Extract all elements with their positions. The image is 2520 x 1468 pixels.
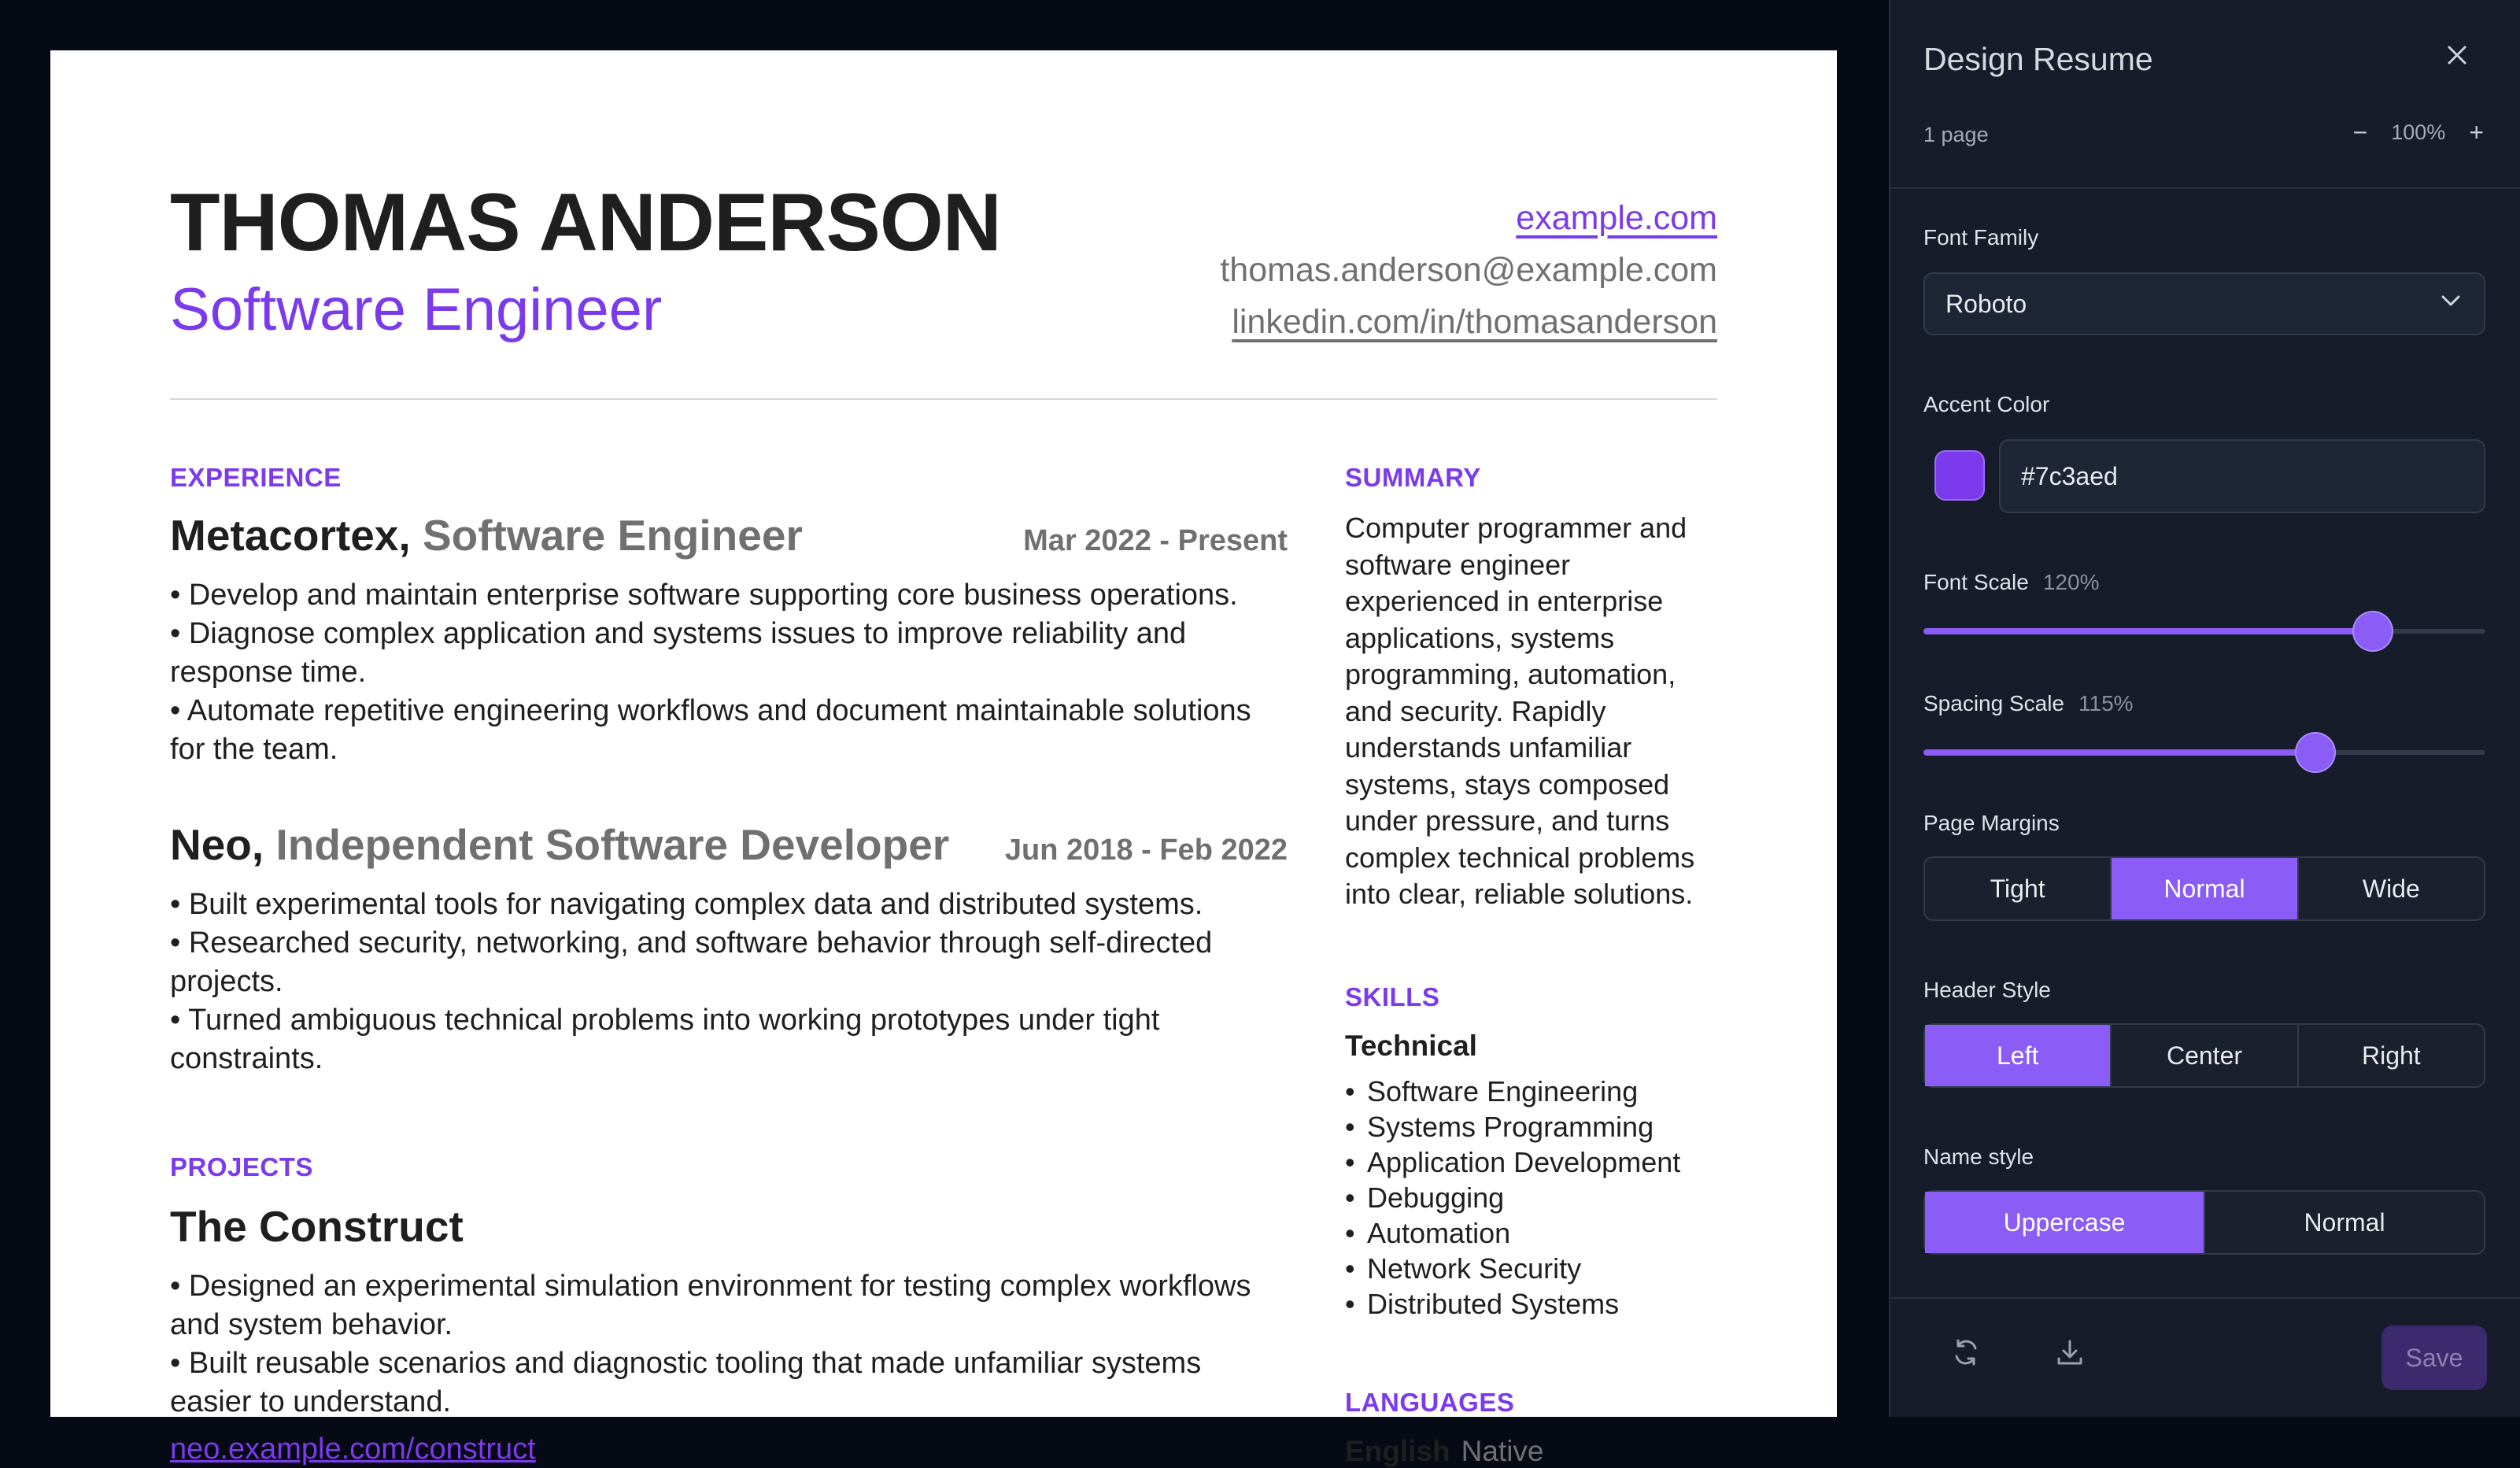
bullet-item: • Researched security, networking, and software behavior through self-directed projects. [170, 926, 1213, 998]
spacing-scale-title: Spacing Scale [1923, 691, 2065, 716]
skill-item: • Distributed Systems [1345, 1286, 1723, 1322]
slider-fill [1923, 628, 2373, 634]
refresh-icon[interactable] [1949, 1335, 1983, 1370]
job-entry [170, 819, 1288, 1078]
footer-separator [1890, 1297, 2520, 1299]
job-role: Software Engineer [422, 511, 803, 560]
job-heading [170, 819, 949, 870]
skill-item: • Network Security [1345, 1251, 1723, 1286]
name-style-toggle [1923, 1190, 2485, 1255]
projects-heading: PROJECTS [170, 1152, 313, 1181]
language-name: English [1345, 1434, 1450, 1467]
slider-thumb[interactable] [2295, 732, 2336, 773]
header-separator [1890, 187, 2520, 189]
resume-job-title: Software Engineer [170, 276, 663, 343]
linkedin-link[interactable]: linkedin.com/in/thomasanderson [1232, 303, 1717, 341]
page-count: 1 page [1923, 123, 1989, 146]
save-button[interactable]: Save [2381, 1326, 2487, 1390]
languages-section [1345, 1388, 1723, 1468]
header-style-label: Header Style [1923, 978, 2051, 1002]
font-family-select[interactable] [1923, 272, 2485, 335]
slider-thumb[interactable] [2352, 611, 2393, 652]
job-entry [170, 510, 1288, 769]
skills-section [1345, 982, 1723, 1322]
job-dates: Jun 2018 - Feb 2022 [1004, 834, 1288, 867]
skill-item: • Automation [1345, 1215, 1723, 1251]
skill-item: • Software Engineering [1345, 1074, 1723, 1109]
skill-item: • Application Development [1345, 1144, 1723, 1180]
download-icon[interactable] [2053, 1335, 2087, 1370]
job-bullets [170, 886, 1288, 1078]
font-scale-label [1923, 570, 2099, 595]
spacing-scale-slider[interactable] [1923, 730, 2485, 775]
project-title: The Construct [170, 1202, 464, 1251]
summary-text: Computer programmer and software engineer experienced in enterprise applications, systems programming, automation, and security. Rapidly understands unfamiliar systems, stays composed under pressure, and turns complex technical problems into clear, reliable solutions. [1345, 512, 1695, 910]
website-link[interactable]: example.com [1516, 199, 1717, 237]
panel-title: Design Resume [1923, 41, 2153, 77]
font-scale-slider[interactable] [1923, 609, 2485, 653]
zoom-out-button[interactable]: − [2352, 118, 2368, 146]
page-margins-label: Page Margins [1923, 811, 2060, 835]
zoom-level: 100% [2391, 120, 2446, 144]
main-column [170, 463, 1288, 1466]
skill-item: • Debugging [1345, 1180, 1723, 1215]
project-link[interactable]: neo.example.com/construct [170, 1433, 536, 1466]
email-text: thomas.anderson@example.com [1220, 251, 1717, 289]
language-item [1345, 1435, 1723, 1468]
resume-name: THOMAS ANDERSON [170, 177, 1001, 268]
job-company: Neo, [170, 820, 264, 869]
slider-fill [1923, 749, 2315, 756]
accent-color-swatch[interactable] [1934, 450, 1985, 501]
skills-heading: SKILLS [1345, 982, 1440, 1011]
skill-item: • Systems Programming [1345, 1109, 1723, 1144]
chevron-down-icon [2438, 288, 2463, 320]
job-heading [170, 510, 803, 560]
margin-option-normal[interactable]: Normal [2112, 858, 2298, 919]
zoom-control [2353, 118, 2484, 147]
bullet-item: • Built reusable scenarios and diagnostic tooling that made unfamiliar systems easier to understand. [170, 1347, 1202, 1418]
name-style-label: Name style [1923, 1144, 2034, 1169]
resume-page [50, 50, 1837, 1467]
bullet-item: • Develop and maintain enterprise software supporting core business operations. [170, 579, 1238, 612]
header-divider [170, 398, 1717, 400]
header-style-toggle [1923, 1023, 2485, 1088]
bullet-item: • Automate repetitive engineering workflows and document maintainable solutions for the team. [170, 694, 1251, 766]
page-margins-toggle [1923, 856, 2485, 921]
header-option-center[interactable]: Center [2112, 1025, 2298, 1086]
font-family-value: Roboto [1945, 289, 2027, 318]
accent-color-label: Accent Color [1923, 392, 2050, 416]
font-family-label: Font Family [1923, 225, 2039, 250]
bullet-item: • Diagnose complex application and systems issues to improve reliability and response time. [170, 617, 1187, 689]
font-scale-title: Font Scale [1923, 570, 2029, 594]
bullet-item: • Built experimental tools for navigating complex data and distributed systems. [170, 888, 1203, 921]
header-option-right[interactable]: Right [2361, 1041, 2421, 1070]
language-level: Native [1461, 1434, 1544, 1467]
bullet-item: • Turned ambiguous technical problems into working prototypes under tight constraints. [170, 1004, 1160, 1075]
side-column [1345, 463, 1723, 1468]
summary-heading: SUMMARY [1345, 463, 1481, 492]
bullet-item: • Designed an experimental simulation environment for testing complex workflows and system behavior. [170, 1270, 1251, 1341]
resume-contact [1220, 192, 1717, 348]
job-dates: Mar 2022 - Present [1023, 524, 1288, 557]
name-option-uppercase[interactable]: Uppercase [1925, 1192, 2205, 1253]
skill-list [1345, 1074, 1723, 1322]
job-company: Metacortex, [170, 511, 411, 560]
skills-subheading: Technical [1345, 1029, 1477, 1062]
job-bullets [170, 576, 1288, 769]
experience-heading: EXPERIENCE [170, 463, 342, 492]
spacing-scale-value: 115% [2078, 691, 2134, 716]
margin-option-tight[interactable]: Tight [1925, 858, 2112, 919]
header-option-left[interactable]: Left [1925, 1025, 2112, 1086]
design-panel [1889, 0, 2520, 1417]
font-scale-value: 120% [2042, 570, 2100, 594]
close-icon[interactable] [2440, 38, 2474, 72]
job-role: Independent Software Developer [275, 820, 950, 869]
margin-option-wide[interactable]: Wide [2362, 874, 2420, 903]
name-option-normal[interactable]: Normal [2304, 1207, 2385, 1237]
spacing-scale-label [1923, 691, 2134, 716]
accent-color-input[interactable] [1999, 439, 2485, 513]
zoom-in-button[interactable]: + [2469, 118, 2484, 146]
project-bullets [170, 1267, 1288, 1422]
projects-section [170, 1152, 1288, 1466]
languages-heading: LANGUAGES [1345, 1387, 1515, 1417]
